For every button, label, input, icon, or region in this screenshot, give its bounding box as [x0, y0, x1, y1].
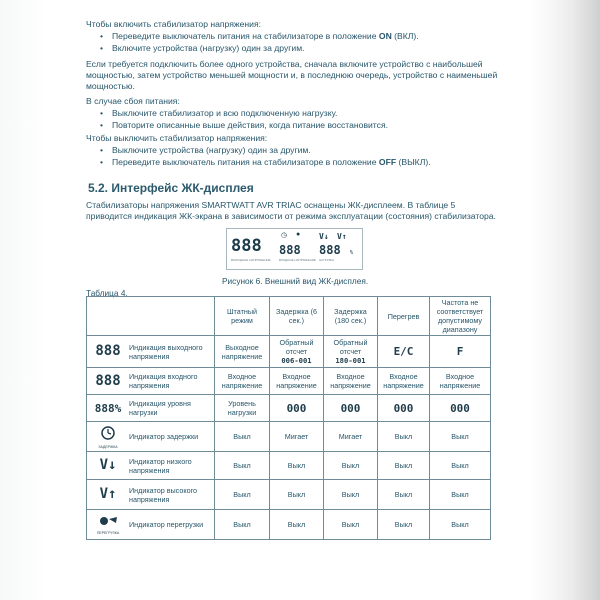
high-voltage-icon: V↑ [99, 486, 117, 502]
turn-on-step-2: • Включите устройства (нагрузку) один за другим. [112, 43, 305, 54]
table-row: V↑ Индикатор высокого напряжения Выкл Выкл Выкл Выкл Выкл [87, 480, 491, 510]
header-delay-6: Задержка (6 сек.) [270, 297, 324, 336]
page-binding-shadow [528, 0, 600, 600]
low-voltage-icon: V↓ [99, 457, 117, 473]
overload-icon: ПЕРЕГРУЗКА [89, 515, 127, 535]
section-para-line-2: приводится индикация ЖК-экрана в зависимости от режима эксплуатации (состояния) стабилизатора. [86, 211, 496, 221]
lcd-percent-sign: % [350, 250, 354, 256]
table-row: ПЕРЕГРУЗКА Индикатор перегрузки Выкл Выкл Выкл Выкл Выкл [87, 510, 491, 540]
lcd-low-voltage-icon: V↓ [319, 232, 329, 241]
header-delay-180: Задержка (180 сек.) [324, 297, 378, 336]
table-row: 888 Индикация входного напряжения Входное напряжение Входное напряжение Входное напряжение Входное напряжение Входное напряжение [87, 368, 491, 395]
turn-on-step-1: • Переведите выключатель питания на стабилизаторе в положение ON (ВКЛ). [112, 31, 419, 42]
header-overheat: Перегрев [378, 297, 430, 336]
header-normal: Штатный режим [215, 297, 270, 336]
table-row: ЗАДЕРЖКА Индикатор задержки Выкл Мигает Мигает Выкл Выкл [87, 422, 491, 452]
table-row: 888% Индикация уровня нагрузки Уровень нагрузки 000 000 000 000 [87, 395, 491, 422]
figure-caption: Рисунок 6. Внешний вид ЖК-дисплея. [222, 276, 369, 286]
turn-off-step-2: • Переведите выключатель питания на стабилизаторе в положение OFF (ВЫКЛ). [112, 157, 431, 168]
table-row: 888 Индикация выходного напряжения Выходное напряжение Обратный отсчет 006-001 Обратный отсчет 180-001 E/C F [87, 336, 491, 368]
output-digits-icon: 888 [95, 343, 121, 359]
input-digits-icon: 888 [95, 372, 121, 389]
table-row: V↓ Индикатор низкого напряжения Выкл Выкл Выкл Выкл Выкл [87, 452, 491, 480]
lcd-display-figure [226, 228, 363, 270]
lcd-indication-table [86, 296, 491, 540]
timer-icon: ◷ [281, 232, 288, 239]
multi-device-line-3: мощностью. [86, 81, 135, 91]
load-digits-icon: 888% [94, 401, 122, 415]
turn-off-title: Чтобы выключить стабилизатор напряжения: [86, 133, 268, 143]
lcd-load-label: НАГРУЗКА [319, 258, 335, 262]
failure-step-1: • Выключите стабилизатор и всю подключенную нагрузку. [112, 108, 337, 119]
lcd-input-digits: 888 [279, 243, 301, 257]
header-empty [87, 297, 215, 336]
delay-clock-icon: ЗАДЕРЖКА [89, 425, 127, 449]
table-header-row [87, 297, 491, 336]
lcd-load-digits: 888 [319, 243, 341, 257]
lcd-input-label: ВХОДНОЕ НАПРЯЖЕНИЕ [279, 258, 316, 262]
lcd-high-voltage-icon: V↑ [337, 232, 347, 241]
lcd-big-digits: 888 [231, 236, 262, 256]
failure-step-2: • Повторите описанные выше действия, когда питание восстановится. [112, 120, 388, 131]
multi-device-line-1: Если требуется подключить более одного устройства, сначала включите устройство с наибольшей [86, 59, 483, 69]
overload-icon: ● [296, 231, 301, 238]
multi-device-line-2: мощностью, затем устройство меньшей мощности и, в последнюю очередь, устройство с наименьшей [86, 70, 498, 80]
section-para-line-1: Стабилизаторы напряжения SMARTWATT AVR TRIAC оснащены ЖК-дисплеем. В таблице 5 [86, 200, 456, 210]
table-caption: Таблица 4. [86, 288, 128, 298]
turn-on-title: Чтобы включить стабилизатор напряжения: [86, 19, 262, 29]
turn-off-step-1: • Выключите устройства (нагрузку) один за другим. [112, 145, 311, 156]
section-heading: 5.2. Интерфейс ЖК-дисплея [88, 181, 254, 195]
failure-title: В случае сбоя питания: [86, 96, 180, 106]
lcd-output-label: ВЫХОДНОЕ НАПРЯЖЕНИЕ [231, 258, 271, 262]
header-frequency: Частота не соответствует допустимому диапазону [430, 297, 491, 336]
